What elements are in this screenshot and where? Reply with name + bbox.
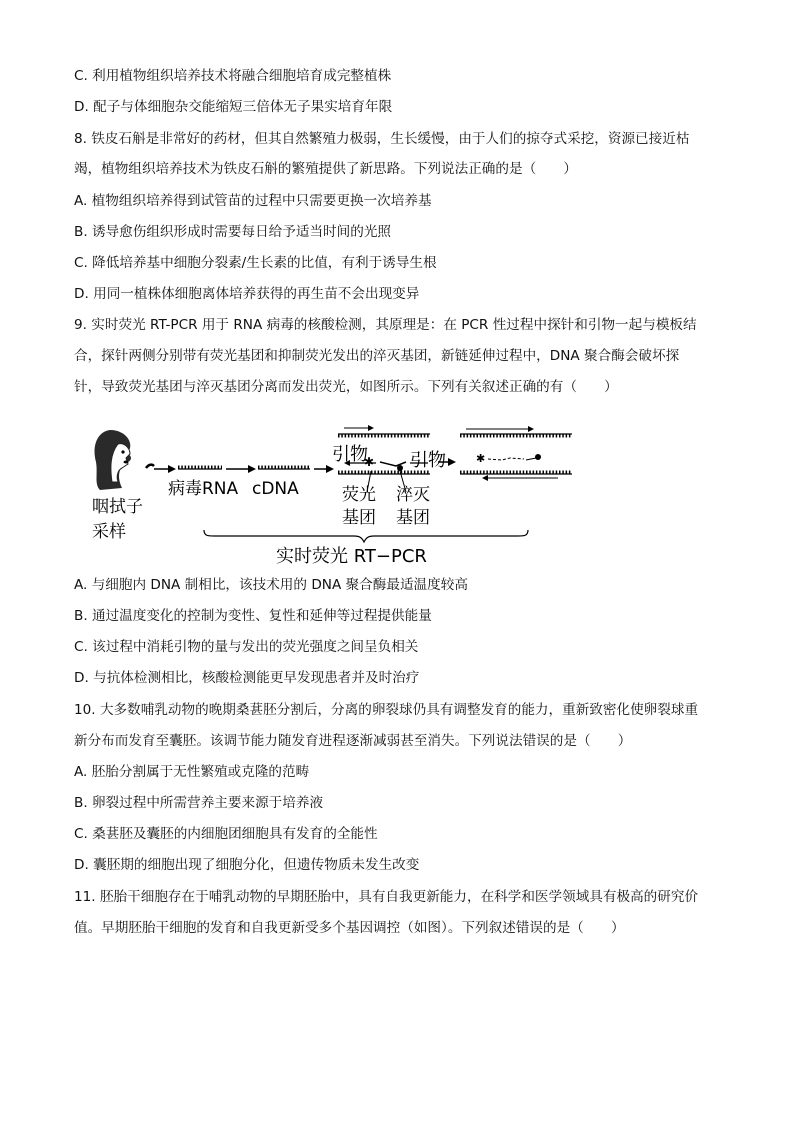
option-10c: C. 桑葚胚及囊胚的内细胞团细胞具有发育的全能性 [74,826,378,842]
cdna-label: cDNA [252,479,299,499]
option-10a: A. 胚胎分割属于无性繁殖或克隆的范畴 [74,764,310,780]
fluor-label-2: 基团 [342,508,376,528]
swab-arrow [146,465,176,473]
option-9b: B. 通过温度变化的控制为变性、复性和延伸等过程提供能量 [74,608,432,624]
quencher-dot [397,465,403,471]
question-10-stem-2: 新分布而发育至囊胚。该调节能力随发育进程逐渐减弱甚至消失。下列说法错误的是（ ） [74,733,632,749]
rt-pcr-figure [88,422,588,572]
virus-rna-label: 病毒RNA [168,479,239,499]
rna-strand [178,465,256,473]
question-8-stem-2: 竭，植物组织培养技术为铁皮石斛的繁殖提供了新思路。下列说法正确的是（ ） [74,161,577,177]
cdna-strand [258,465,334,473]
fluor-label-1: 荧光 [342,485,376,505]
quench-label-2: 基团 [396,508,430,528]
brace [204,530,528,542]
option-9a: A. 与细胞内 DNA 制相比，该技术用的 DNA 聚合酶最适温度较高 [74,577,468,593]
brace-caption: 实时荧光 RT−PCR [276,546,427,567]
option-7d: D. 配子与体细胞杂交能缩短三倍体无子果实培育年限 [74,99,393,115]
free-quencher-dot [535,454,541,460]
question-10-stem-1: 10. 大多数哺乳动物的晚期桑葚胚分割后，分离的卵裂球仍具有调整发育的能力，重新致密化使卵裂球重 [74,702,699,718]
question-9-stem-3: 针，导致荧光基团与淬灭基团分离而发出荧光，如图所示。下列有关叙述正确的有（ ） [74,379,618,395]
option-7c: C. 利用植物组织培养技术将融合细胞培育成完整植株 [74,68,392,84]
patient-head-icon [95,430,131,490]
swab-label-2: 采样 [92,522,126,542]
primer-label-2: 引物 [410,450,446,471]
question-11-stem-2: 值。早期胚胎干细胞的发育和自我更新受多个基因调控（如图）。下列叙述错误的是（ ） [74,920,625,936]
free-fluor-icon: ✱ [476,452,486,465]
option-8b: B. 诱导愈伤组织形成时需要每日给予适当时间的光照 [74,224,392,240]
quench-label-1: 淬灭 [396,485,430,505]
option-9d: D. 与抗体检测相比，核酸检测能更早发现患者并及时治疗 [74,670,420,686]
question-8-stem-1: 8. 铁皮石斛是非常好的药材，但其自然繁殖力极弱，生长缓慢，由于人们的掠夺式采挖，资源已接近枯 [74,131,690,147]
primer-label-1: 引物 [332,444,368,465]
fluor-star-icon: ✱ [364,455,375,469]
question-9-stem-1: 9. 实时荧光 RT-PCR 用于 RNA 病毒的核酸检测，其原理是：在 PCR 性过程中探针和引物一起与模板结 [74,317,697,333]
option-8d: D. 用同一植株体细胞离体培养获得的再生苗不会出现变异 [74,286,420,302]
rt-pcr-diagram [88,422,588,572]
option-8a: A. 植物组织培养得到试管苗的过程中只需要更换一次培养基 [74,193,432,209]
option-10d: D. 囊胚期的细胞出现了细胞分化，但遗传物质未发生改变 [74,857,420,873]
swab-label-1: 咽拭子 [92,497,143,517]
dna-duplex-separated [460,426,572,481]
option-9c: C. 该过程中消耗引物的量与发出的荧光强度之间呈负相关 [74,639,419,655]
question-11-stem-1: 11. 胚胎干细胞存在于哺乳动物的早期胚胎中，具有自我更新能力，在科学和医学领域具有极高的研究价 [74,889,699,905]
question-9-stem-2: 合，探针两侧分别带有荧光基团和抑制荧光发出的淬灭基团，新链延伸过程中，DNA 聚合酶会破坏探 [74,348,680,364]
option-10b: B. 卵裂过程中所需营养主要来源于培养液 [74,795,324,811]
option-8c: C. 降低培养基中细胞分裂素/生长素的比值，有利于诱导生根 [74,255,437,271]
